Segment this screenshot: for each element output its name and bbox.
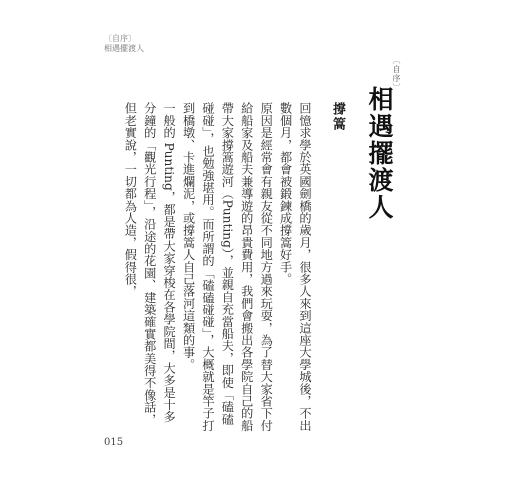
running-head bbox=[104, 34, 144, 54]
section-title: 撐篙 bbox=[330, 102, 345, 132]
paragraph-1: 回憶求學於英國劍橋的歲月，很多人來到這座大學城後，不出數個月，都會被鍛鍊成撐篙好手。 bbox=[278, 102, 312, 432]
chapter-label: 〔自序〕 bbox=[392, 56, 401, 92]
body-text bbox=[100, 102, 314, 432]
paragraph-3: 一般的 Punting，都是帶大家穿梭在各學院間，大多是十多分鐘的「觀光行程」，沿途的花園、建築確實都美得不像話，但老實說，一切都為人造，假得很， bbox=[123, 102, 177, 426]
running-head-label: 〔自序〕 bbox=[104, 34, 136, 43]
paragraph-2: 原因是經常會有親友從不同地方過來玩耍，為了替大家省下付給船家及船夫兼導遊的昂貴費用，我們會搬出各學院自己的船帶大家撐篙遊河（Punting），並親自充當船夫，即使「磕磕碰碰」，也勉強堪用。而所謂的「磕磕碰碰」，大概就是竿子打到橋墩、卡進爛泥，或撐篙人自己落河這類的事。 bbox=[181, 102, 274, 432]
page-number: 015 bbox=[104, 437, 124, 448]
chapter-title: 相遇擺渡人 bbox=[365, 86, 394, 221]
running-head-title: 相遇擺渡人 bbox=[104, 44, 144, 53]
